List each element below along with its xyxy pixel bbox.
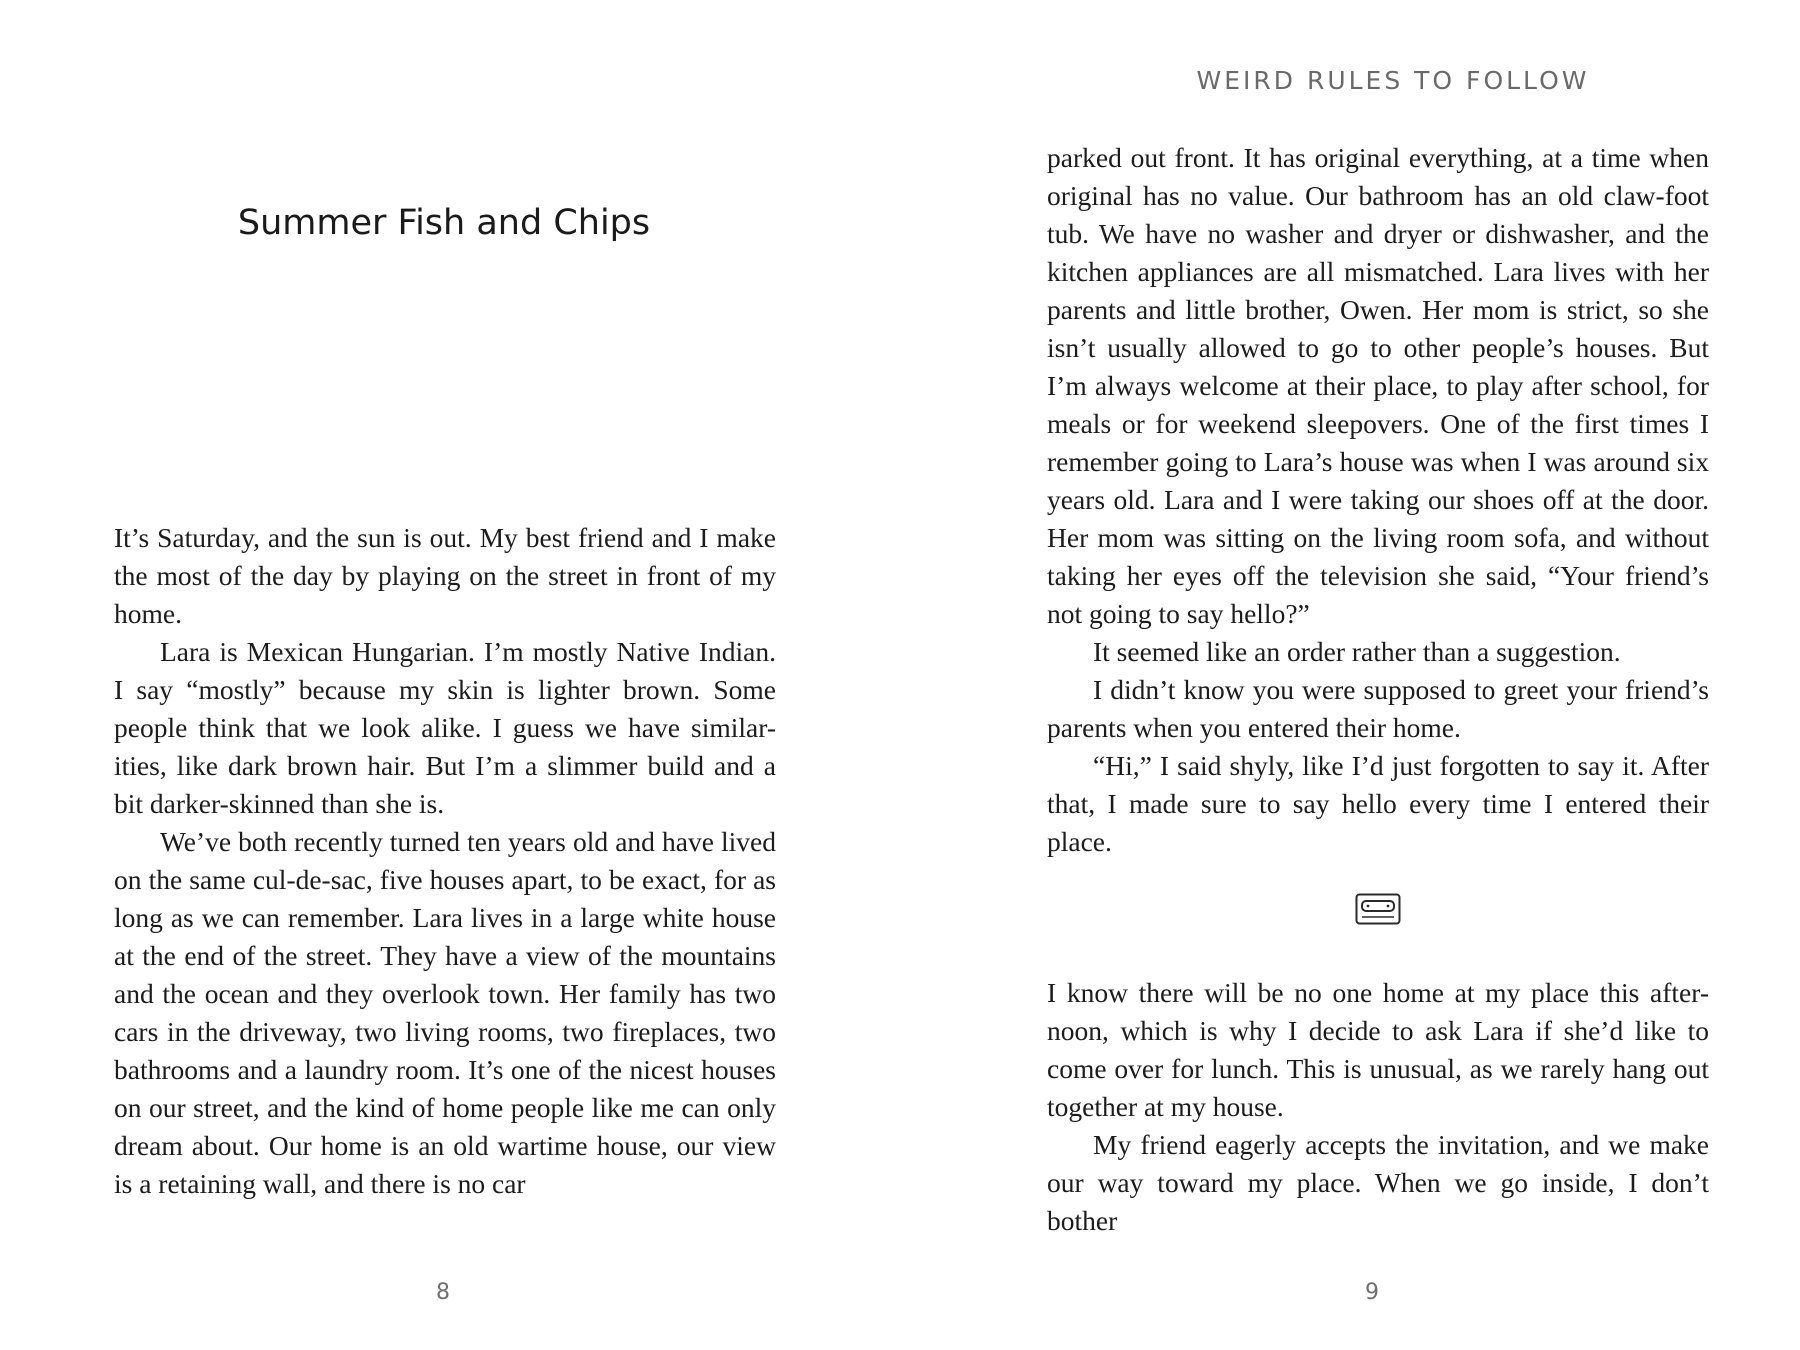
left-page-body (114, 519, 776, 1203)
right-page-body-top (1047, 139, 1709, 861)
paragraph: parked out front. It has original everything, at a time when original has no value. Our bathroom has an old claw-foot tub. We have no washer and dryer or dishwasher, and the kitchen appliances are all mismatched. Lara lives with her parents and little brother, Owen. Her mom is strict, so she isn’t usually allowed to go to other people’s houses. But I’m always welcome at their place, to play after school, for meals or for weekend sleepovers. One of the first times I remember going to Lara’s house was when I was around six years old. Lara and I were taking our shoes off at the door. Her mom was sitting on the living room sofa, and without taking her eyes off the television she said, “Your friend’s not going to say hello?” (1047, 142, 1709, 629)
running-head: WEIRD RULES TO FOLLOW (1196, 66, 1590, 95)
page-number-right: 9 (1365, 1280, 1379, 1305)
paragraph: It seemed like an order rather than a suggestion. (1093, 636, 1621, 667)
paragraph: It’s Saturday, and the sun is out. My best friend and I make the most of the day by playing on the street in front of my home. (114, 522, 776, 629)
paragraph: “Hi,” I said shyly, like I’d just forgotten to say it. After that, I made sure to say hello every time I entered their place. (1047, 750, 1709, 857)
right-page-body-bottom (1047, 974, 1709, 1240)
paragraph: I know there will be no one home at my place this after-noon, which is why I decide to ask Lara if she’d like to come over for lunch. This is unusual, as we rarely hang out together at my house. (1047, 977, 1709, 1122)
cassette-tape-icon (1355, 893, 1401, 925)
paragraph: We’ve both recently turned ten years old and have lived on the same cul-de-sac, five houses apart, to be exact, for as long as we can remember. Lara lives in a large white house at the end of the street. They have a view of the mountains and the ocean and they overlook town. Her family has two cars in the driveway, two living rooms, two fireplaces, two bathrooms and a laundry room. It’s one of the nicest houses on our street, and the kind of home people like me can only dream about. Our home is an old wartime house, our view is a retaining wall, and there is no car (114, 826, 776, 1199)
paragraph: Lara is Mexican Hungarian. I’m mostly Native Indian. I say “mostly” because my skin is lighter brown. Some people think that we look alike. I guess we have similar-ities, like dark brown hair. But I’m a slimmer build and a bit darker-skinned than she is. (114, 636, 776, 819)
paragraph: I didn’t know you were supposed to greet your friend’s parents when you entered their home. (1047, 674, 1709, 743)
chapter-title: Summer Fish and Chips (237, 203, 651, 243)
page-number-left: 8 (436, 1280, 450, 1305)
paragraph: My friend eagerly accepts the invitation, and we make our way toward my place. When we go inside, I don’t bother (1047, 1129, 1709, 1236)
